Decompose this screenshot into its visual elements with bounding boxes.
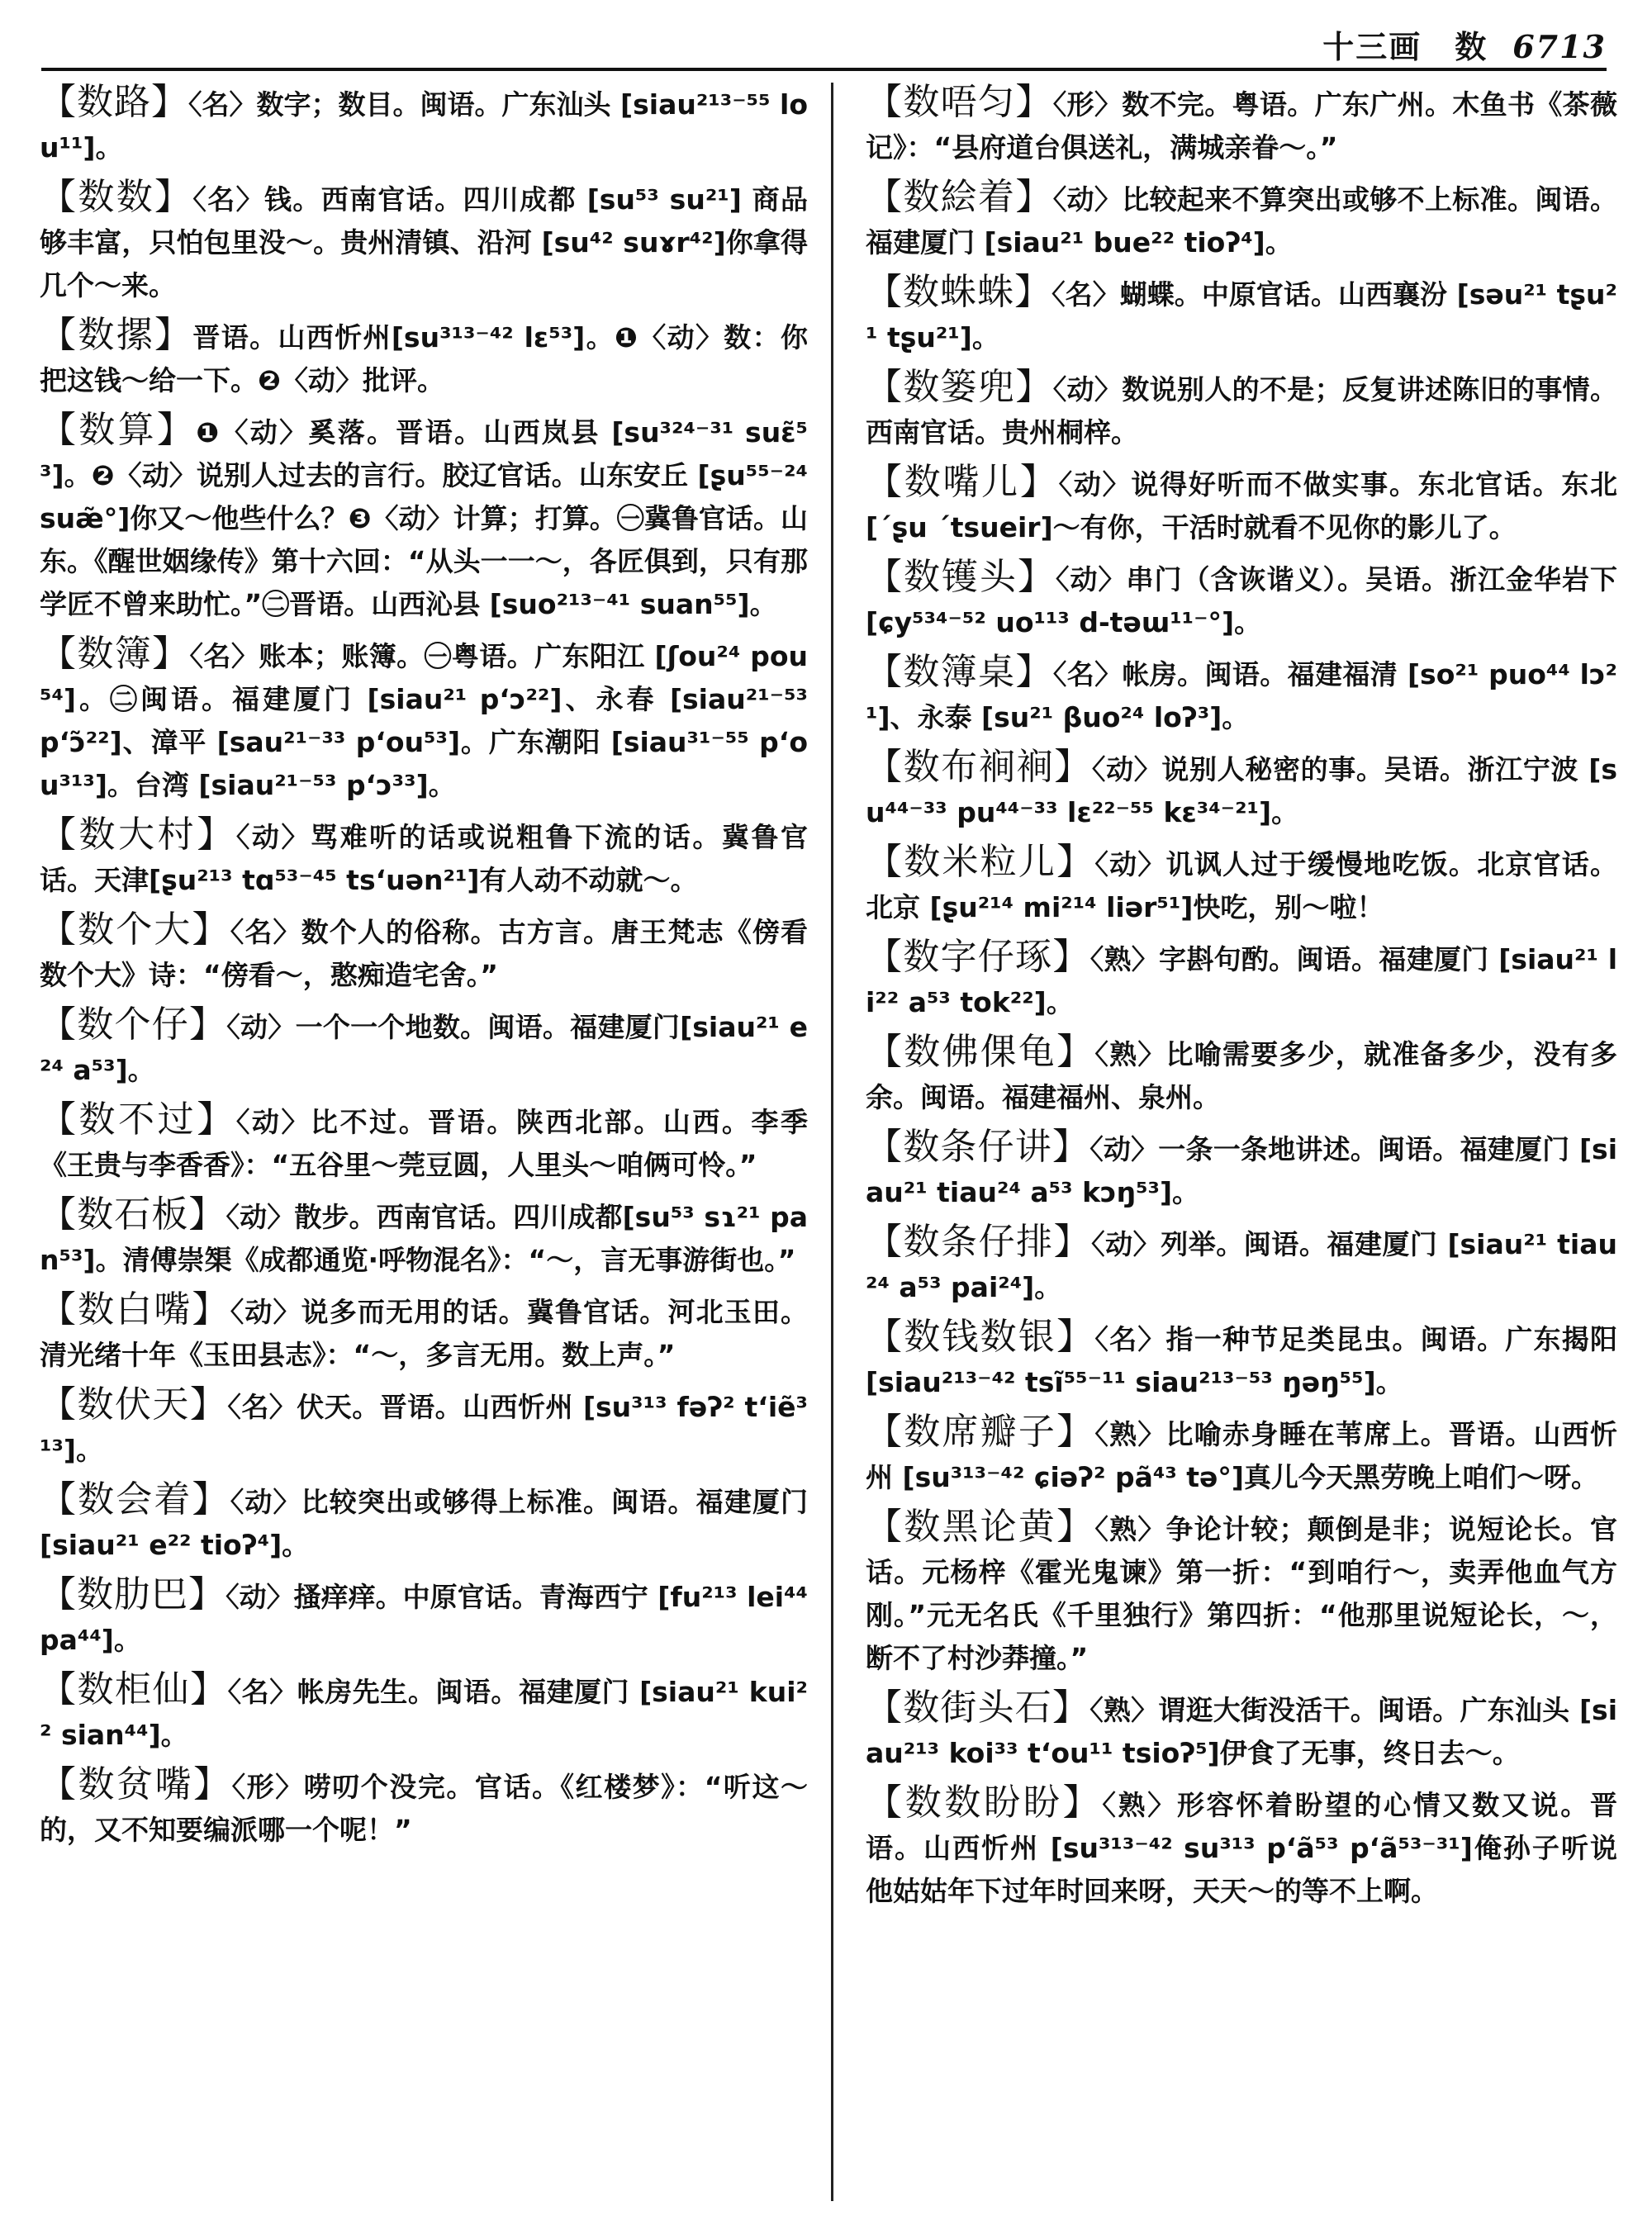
dictionary-entry bbox=[866, 461, 1617, 549]
entry-definition: 〈动〉搔痒痒。中原官话。青海西宁 [fu²¹³ lei⁴⁴ pa⁴⁴]。 bbox=[40, 1581, 809, 1656]
dictionary-entry bbox=[866, 1782, 1617, 1913]
entry-headword: 【数摞】 bbox=[40, 314, 193, 356]
entry-headword: 【数黑论黄】 bbox=[866, 1506, 1095, 1548]
dictionary-entry bbox=[40, 409, 808, 626]
dictionary-entry bbox=[866, 271, 1617, 359]
entry-definition: 〈动〉一条一条地讲述。闽语。福建厦门 [siau²¹ tiau²⁴ a⁵³ kɔŋ⁵³]。 bbox=[866, 1133, 1618, 1208]
dictionary-entry bbox=[866, 176, 1617, 264]
entry-definition: 〈动〉数说别人的不是；反复讲述陈旧的事情。西南官话。贵州桐梓。 bbox=[866, 373, 1618, 448]
entry-definition: 〈动〉比较突出或够得上标准。闽语。福建厦门 [siau²¹ e²² tioʔ⁴]。 bbox=[40, 1486, 809, 1561]
entry-definition: 〈动〉骂难听的话或说粗鲁下流的话。冀鲁官话。天津[ʂu²¹³ tɑ⁵³⁻⁴⁵ ts‘uən²¹]有人动不动就～。 bbox=[40, 821, 808, 896]
dictionary-entry bbox=[866, 556, 1617, 644]
entry-headword: 【数布裥裥】 bbox=[866, 746, 1092, 788]
entry-headword: 【数不过】 bbox=[40, 1098, 236, 1141]
dictionary-entry bbox=[40, 1573, 808, 1662]
entry-definition: 〈动〉串门（含诙谐义）。吴语。浙江金华岩下 [ɕy⁵³⁴⁻⁵² uo¹¹³ d-təɯ¹¹⁻°]。 bbox=[866, 563, 1617, 638]
dictionary-entry bbox=[866, 1687, 1617, 1775]
entry-definition: 〈名〉伏天。晋语。山西忻州 [su³¹³ fəʔ² t‘iẽ³¹³]。 bbox=[40, 1391, 808, 1466]
entry-headword: 【数路】 bbox=[40, 81, 189, 123]
entry-headword: 【数佛倮龟】 bbox=[866, 1031, 1095, 1073]
entry-definition: 〈名〉帐房。闽语。福建福清 [so²¹ puo⁴⁴ lɔ²¹]、永泰 [su²¹ βuo²⁴ loʔ³]。 bbox=[866, 658, 1618, 733]
entry-headword: 【数会着】 bbox=[40, 1478, 230, 1521]
entry-headword: 【数伏天】 bbox=[40, 1383, 228, 1426]
column-divider bbox=[831, 83, 833, 2201]
entry-definition: 〈动〉比较起来不算突出或够不上标准。闽语。福建厦门 [siau²¹ bue²² tioʔ⁴]。 bbox=[866, 183, 1618, 259]
entry-definition: 〈熟〉形容怀着盼望的心情又数又说。晋语。山西忻州 [su³¹³⁻⁴² su³¹³ p‘ã⁵³ p‘ã⁵³⁻³¹]俺孙子听说他姑姑年下过年时回来呀，天天～的等不上啊。 bbox=[866, 1789, 1618, 1907]
dictionary-entry bbox=[866, 1126, 1617, 1214]
entry-headword: 【数街头石】 bbox=[866, 1687, 1090, 1729]
entry-headword: 【数个仔】 bbox=[40, 1004, 227, 1046]
entry-headword: 【数贫嘴】 bbox=[40, 1763, 232, 1805]
entry-definition: 〈名〉蝴蝶。中原官话。山西襄汾 [səu²¹ tʂu²¹ tʂu²¹]。 bbox=[866, 278, 1617, 353]
entry-headword: 【数白嘴】 bbox=[40, 1288, 230, 1331]
entry-definition: 晋语。山西忻州[su³¹³⁻⁴² lɛ⁵³]。❶〈动〉数：你把这钱～给一下。❷〈动〉批评。 bbox=[40, 321, 808, 396]
entry-definition: 〈熟〉争论计较；颠倒是非；说短论长。官话。元杨梓《霍光鬼谏》第一折：“到咱行～，卖弄他血气方刚。”元无名氏《千里独行》第四折：“他那里说短论长，～，断不了村沙莽撞。” bbox=[866, 1513, 1618, 1674]
dictionary-entry bbox=[40, 1098, 808, 1187]
entry-definition: 〈熟〉谓逛大街没活干。闽语。广东汕头 [siau²¹³ koi³³ t‘ou¹¹ tsioʔ⁵]伊食了无事，终日去～。 bbox=[866, 1694, 1618, 1769]
dictionary-entry bbox=[866, 936, 1617, 1024]
dictionary-entry bbox=[40, 1004, 808, 1092]
entry-definition: 〈动〉说多而无用的话。冀鲁官话。河北玉田。清光绪十年《玉田县志》：“～，多言无用。数上声。” bbox=[40, 1296, 809, 1371]
entry-definition: 〈名〉数字；数目。闽语。广东汕头 [siau²¹³⁻⁵⁵ lou¹¹]。 bbox=[40, 88, 808, 164]
entry-headword: 【数字仔琢】 bbox=[866, 936, 1090, 978]
entry-headword: 【数絵着】 bbox=[866, 176, 1053, 218]
entry-definition: 〈动〉散步。西南官话。四川成都[su⁵³ sɿ²¹ pan⁵³]。清傅崇榘《成都通览·呼物混名》：“～，言无事游街也。” bbox=[40, 1201, 809, 1276]
entry-headword: 【数个大】 bbox=[40, 909, 230, 951]
entry-definition: 〈名〉钱。西南官话。四川成都 [su⁵³ su²¹] 商品够丰富，只怕包里没～。贵州清镇、沿河 [su⁴² suɤr⁴²]你拿得几个～来。 bbox=[40, 183, 809, 301]
entry-definition: 〈动〉说别人秘密的事。吴语。浙江宁波 [su⁴⁴⁻³³ pu⁴⁴⁻³³ lɛ²²⁻⁵⁵ kɛ³⁴⁻²¹]。 bbox=[866, 753, 1618, 828]
dictionary-entry bbox=[40, 1383, 808, 1472]
entry-definition: 〈名〉数个人的俗称。古方言。唐王梵志《傍看数个大》诗：“傍看～，憨痴造宅舍。” bbox=[40, 916, 809, 991]
left-column bbox=[40, 81, 808, 1858]
entry-headword: 【数条仔排】 bbox=[866, 1221, 1092, 1263]
running-header bbox=[1322, 21, 1607, 67]
entry-headword: 【数算】 bbox=[40, 409, 197, 451]
dictionary-entry bbox=[866, 81, 1617, 169]
entry-definition: 〈名〉指一种节足类昆虫。闽语。广东揭阳 [siau²¹³⁻⁴² tsĩ⁵⁵⁻¹¹ siau²¹³⁻⁵³ ŋəŋ⁵⁵]。 bbox=[866, 1323, 1618, 1398]
dictionary-entry bbox=[866, 746, 1617, 834]
entry-headword: 【数蛛蛛】 bbox=[866, 271, 1052, 313]
dictionary-entry bbox=[40, 1288, 808, 1377]
entry-headword: 【数钱数银】 bbox=[866, 1316, 1095, 1358]
entry-headword: 【数石板】 bbox=[40, 1193, 226, 1236]
page-number: 6713 bbox=[1512, 28, 1607, 65]
dictionary-entry bbox=[866, 1316, 1617, 1404]
entry-headword: 【数席瓣子】 bbox=[866, 1411, 1095, 1453]
entry-headword: 【数镬头】 bbox=[866, 556, 1056, 598]
entry-headword: 【数条仔讲】 bbox=[866, 1126, 1090, 1168]
entry-definition: 〈熟〉字斟句酌。闽语。福建厦门 [siau²¹ li²² a⁵³ tok²²]。 bbox=[866, 943, 1618, 1018]
entry-headword: 【数米粒儿】 bbox=[866, 841, 1095, 883]
entry-definition: 〈动〉列举。闽语。福建厦门 [siau²¹ tiau²⁴ a⁵³ pai²⁴]。 bbox=[866, 1228, 1618, 1303]
entry-headword: 【数肋巴】 bbox=[40, 1573, 226, 1616]
entry-definition: 〈熟〉比喻需要多少，就准备多少，没有多余。闽语。福建福州、泉州。 bbox=[866, 1038, 1618, 1113]
entry-definition: 〈动〉一个一个地数。闽语。福建厦门[siau²¹ e²⁴ a⁵³]。 bbox=[40, 1011, 809, 1086]
dictionary-entry bbox=[40, 1668, 808, 1757]
entry-headword: 【数大村】 bbox=[40, 814, 236, 856]
entry-headword: 【数嘴儿】 bbox=[866, 461, 1059, 503]
entry-definition: 〈名〉帐房先生。闽语。福建厦门 [siau²¹ kui²² sian⁴⁴]。 bbox=[40, 1676, 808, 1751]
entry-definition: 〈形〉唠叨个没完。官话。《红楼梦》：“听这～的，又不知要编派哪一个呢！” bbox=[40, 1771, 808, 1846]
dictionary-entry bbox=[40, 176, 808, 307]
dictionary-entry bbox=[866, 1411, 1617, 1499]
entry-headword: 【数簿】 bbox=[40, 633, 190, 675]
entry-definition: 〈动〉讥讽人过于缓慢地吃饭。北京官话。北京 [ʂu²¹⁴ mi²¹⁴ liər⁵¹]快吃，别～啦！ bbox=[866, 848, 1618, 923]
entry-definition: 〈熟〉比喻赤身睡在苇席上。晋语。山西忻州 [su³¹³⁻⁴² ɕiəʔ² pã⁴³ tə°]真儿今天黑劳晚上咱们～呀。 bbox=[866, 1418, 1618, 1493]
entry-headword: 【数唔匀】 bbox=[866, 81, 1053, 123]
entry-headword: 【数柜仙】 bbox=[40, 1668, 228, 1710]
entry-headword: 【数数】 bbox=[40, 176, 193, 218]
entry-definition: 〈动〉说得好听而不做实事。东北官话。东北 [ˊʂu ˊtsueir]～有你，干活时就看不见你的影儿了。 bbox=[866, 468, 1618, 543]
entry-headword: 【数数盼盼】 bbox=[866, 1782, 1103, 1824]
entry-headword: 【数篓兜】 bbox=[866, 366, 1053, 408]
dictionary-entry bbox=[40, 633, 808, 807]
dictionary-entry bbox=[40, 814, 808, 902]
entry-definition: 〈形〉数不完。粤语。广东广州。木鱼书《茶薇记》：“县府道台俱送礼，满城亲眷～。” bbox=[866, 88, 1618, 164]
dictionary-entry bbox=[866, 1031, 1617, 1119]
dictionary-entry bbox=[866, 651, 1617, 739]
dictionary-entry bbox=[40, 314, 808, 402]
entry-definition: ❶〈动〉奚落。晋语。山西岚县 [su³²⁴⁻³¹ suɛ̃⁵³]。❷〈动〉说别人过去的言行。胶辽官话。山东安丘 [ʂu⁵⁵⁻²⁴ suæ̃°]你又～他些什么？❸〈动〉计算；打算。㊀冀鲁官话。山东。《醒世姻缘传》第十六回：“从头一一～，各匠俱到，只有那学匠不曾来助忙。”㊁晋语。山西沁县 [suo²¹³⁻⁴¹ suan⁵⁵]。 bbox=[40, 416, 809, 620]
dictionary-entry bbox=[40, 81, 808, 169]
dictionary-entry bbox=[40, 1478, 808, 1567]
dictionary-entry bbox=[40, 909, 808, 997]
dictionary-entry bbox=[866, 1506, 1617, 1680]
dictionary-entry bbox=[866, 841, 1617, 929]
dictionary-entry bbox=[40, 1193, 808, 1282]
dictionary-entry bbox=[866, 366, 1617, 454]
dictionary-entry bbox=[40, 1763, 808, 1852]
entry-headword: 【数簿桌】 bbox=[866, 651, 1053, 693]
right-column bbox=[866, 81, 1617, 1919]
page-header bbox=[41, 15, 1607, 71]
entry-definition: 〈名〉账本；账簿。㊀粤语。广东阳江 [ʃou²⁴ pou⁵⁴]。㊁闽语。福建厦门 [siau²¹ p‘ɔ²²]、永春 [siau²¹⁻⁵³ p‘ɔ̃²²]、漳平 [sau²¹⁻³³ p‘ou⁵³]。广东潮阳 [siau³¹⁻⁵⁵ p‘ou³¹³]。台湾 [siau²¹⁻⁵³ p‘ɔ³³]。 bbox=[40, 640, 808, 801]
dictionary-entry bbox=[866, 1221, 1617, 1309]
entry-definition: 〈动〉比不过。晋语。陕西北部。山西。李季《王贵与李香香》：“五谷里～莞豆圆，人里头～咱俩可怜。” bbox=[40, 1106, 808, 1181]
section-title: 十三画 数 bbox=[1322, 28, 1488, 65]
